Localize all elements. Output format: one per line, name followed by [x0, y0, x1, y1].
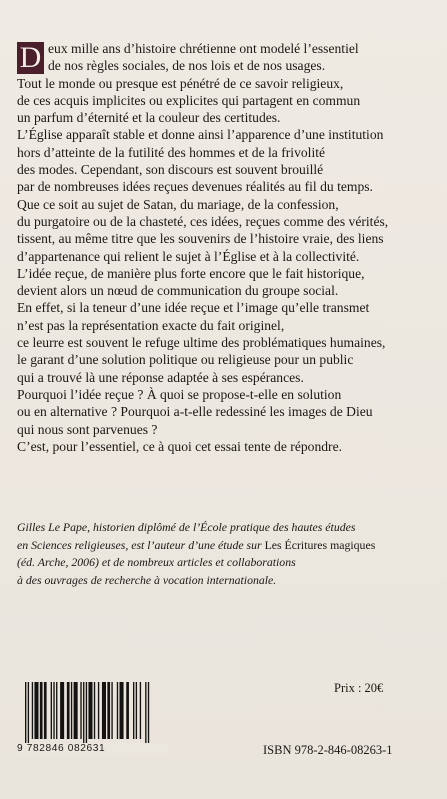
barcode-bar: [107, 682, 110, 739]
bio-line: (éd. Arche, 2006) et de nombreux articles et collaborations: [17, 555, 296, 570]
barcode-bar: [140, 682, 141, 739]
isbn-label: ISBN 978-2-846-08263-1: [263, 743, 393, 757]
barcode-bar: [111, 682, 112, 739]
blurb-line: C’est, pour l’essentiel, ce à quoi cet essai tente de répondre.: [17, 438, 342, 454]
barcode-bar: [28, 682, 29, 744]
book-title: Les Écritures magiques: [264, 537, 376, 552]
blurb-line: En effet, si la teneur d’une idée reçue et l’image qu’elle transmet: [17, 300, 370, 316]
bio-line: à des ouvrages de recherche à vocation internationale.: [17, 572, 277, 587]
barcode-bar: [40, 682, 43, 739]
blurb-line: tissent, au même titre que les souvenirs de l’histoire vraie, des liens: [17, 231, 384, 247]
barcode-bar: [74, 682, 78, 739]
blurb-line: qui nous sont parvenues ?: [17, 421, 158, 437]
barcode-bar: [44, 682, 47, 739]
blurb-line: L’Église apparaît stable et donne ainsi l’apparence d’une institution: [17, 127, 384, 143]
price-label: Prix : 20€: [334, 681, 384, 695]
barcode-bar: [53, 682, 54, 739]
barcode-bar: [117, 682, 118, 739]
barcode-bar: [56, 682, 57, 739]
barcode-bar: [88, 682, 92, 739]
blurb-line: Tout le monde ou presque est pénétré de ce savoir religieux,: [17, 75, 344, 91]
blurb-line: de ces acquis implicites ou explicites qui partagent en commun: [17, 92, 361, 108]
bio-line: Gilles Le Pape, historien diplômé de l’École pratique des hautes études: [17, 520, 356, 534]
barcode-digits: 9 782846 082631: [17, 743, 169, 754]
blurb-line: hors d’atteinte de la futilité des hommes et de la frivolité: [17, 144, 326, 160]
barcode-bar: [80, 682, 81, 739]
blurb-line: n’est pas la représentation exacte du fait originel,: [17, 317, 285, 333]
back-cover-blurb: [17, 40, 433, 455]
barcode-image: [17, 682, 165, 744]
blurb-line-2: de nos règles sociales, de nos lois et de nos usages.: [48, 58, 326, 74]
barcode-bar: [32, 682, 33, 739]
author-bio: [17, 519, 433, 589]
blurb-line: ou en alternative ? Pourquoi a-t-elle redessiné les images de Dieu: [17, 404, 373, 420]
barcode-bar: [145, 682, 146, 744]
blurb-line: L’idée reçue, de manière plus forte encore que le fait historique,: [17, 265, 365, 281]
blurb-line: qui a trouvé là une réponse adaptée à ses espérances.: [17, 369, 304, 385]
barcode-bar: [102, 682, 106, 739]
blurb-line: un parfum d’éternité et la couleur des certitudes.: [17, 110, 281, 126]
barcode-bar: [148, 682, 149, 744]
blurb-line: des modes. Cependant, son discours est souvent brouillé: [17, 162, 324, 178]
blurb-line-1: D eux mille ans d’histoire chrétienne ont modelé l’essentiel: [17, 40, 433, 57]
barcode-bar: [51, 682, 52, 739]
blurb-line: devient alors un nœud de communication du groupe social.: [17, 283, 339, 299]
blurb-line: ce leurre est souvent le refuge ultime des problématiques humaines,: [17, 335, 386, 351]
barcode-bar: [126, 682, 129, 739]
blurb-line: par de nombreuses idées reçues devenues réalités au fil du temps.: [17, 179, 373, 195]
barcode-bar: [60, 682, 64, 739]
barcode-bar: [86, 682, 87, 744]
barcode-bar: [120, 682, 124, 739]
bio-line: en Sciences religieuses, est l’auteur d’une étude sur Les Écritures magiques: [17, 537, 376, 552]
blurb-line: Que ce soit au sujet de Satan, du mariage, de la confession,: [17, 196, 339, 212]
blurb-line: d’appartenance qui relient le sujet à l’Église et à la collectivité.: [17, 248, 360, 264]
barcode-bar: [71, 682, 72, 739]
barcode-bar: [136, 682, 137, 739]
barcode-bar: [34, 682, 38, 739]
barcode-bar: [94, 682, 95, 739]
blurb-line: le garant d’une solution politique ou religieuse pour un public: [17, 352, 354, 368]
drop-cap: D: [17, 42, 44, 74]
blurb-line: du purgatoire ou de la chasteté, ces idées, reçues comme des vérités,: [17, 213, 389, 229]
barcode-bar: [133, 682, 134, 739]
barcode-bar: [25, 682, 26, 744]
barcode-bar: [83, 682, 84, 744]
blurb-line: Pourquoi l’idée reçue ? À quoi se propose-t-elle en solution: [17, 386, 342, 402]
barcode-bar: [98, 682, 99, 739]
barcode-bar: [67, 682, 70, 739]
